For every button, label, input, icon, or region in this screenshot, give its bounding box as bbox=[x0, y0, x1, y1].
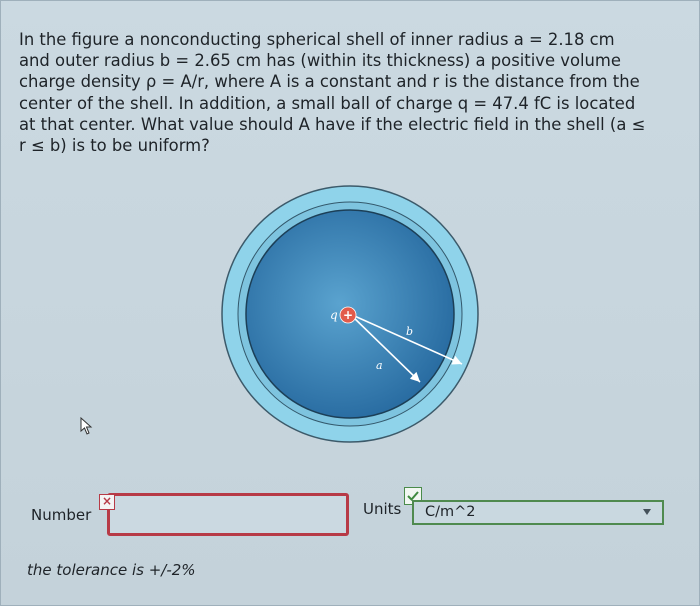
number-label: Number bbox=[31, 506, 92, 524]
charge-sign: + bbox=[342, 308, 354, 322]
question-line-1: In the figure a nonconducting spherical shell of inner radius a = 2.18 cm bbox=[19, 30, 615, 49]
charge-label: q bbox=[330, 308, 338, 322]
units-label: Units bbox=[363, 500, 402, 518]
units-selected-value: C/m^2 bbox=[425, 504, 476, 520]
spherical-shell-figure bbox=[214, 183, 486, 445]
question-line-6: r ≤ b) is to be uniform? bbox=[19, 136, 210, 156]
question-line-4: center of the shell. In addition, a small ball of charge q = 47.4 fC is located bbox=[19, 93, 636, 113]
question-text bbox=[19, 29, 679, 156]
question-line-3: charge density ρ = A/r, where A is a constant and r is the distance from the bbox=[19, 72, 640, 92]
mouse-pointer-icon bbox=[79, 416, 95, 436]
units-select[interactable] bbox=[412, 500, 664, 525]
question-line-2: and outer radius b = 2.65 cm has (within its thickness) a positive volume bbox=[19, 51, 621, 71]
tolerance-text: the tolerance is +/-2% bbox=[27, 561, 196, 579]
label-b: b bbox=[406, 325, 414, 338]
number-input[interactable] bbox=[107, 493, 349, 536]
question-line-5: at that center. What value should A have if the electric field in the shell (a ≤ bbox=[19, 114, 646, 134]
x-icon: × bbox=[99, 494, 115, 510]
label-a: a bbox=[376, 359, 383, 372]
chevron-down-icon bbox=[642, 508, 652, 516]
